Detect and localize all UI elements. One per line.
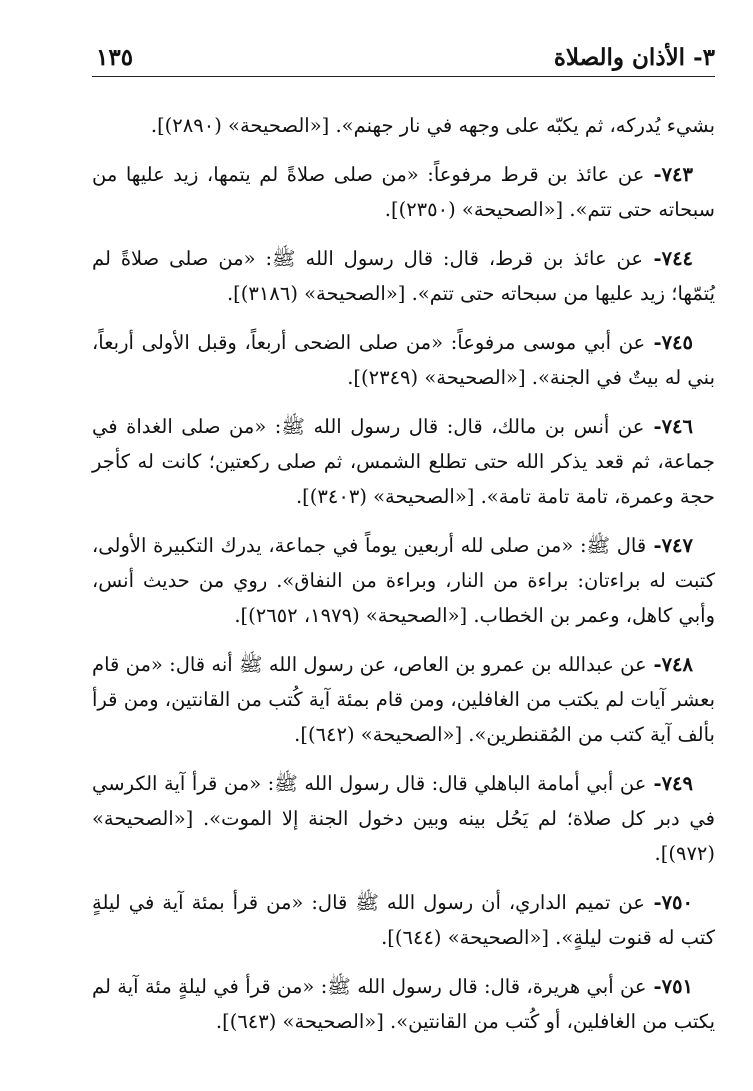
chapter-title: ٣- الأذان والصلاة xyxy=(553,44,715,71)
entry-text: عن أنس بن مالك، قال: قال رسول الله ﷺ: «من صلى الغداة في جماعة، ثم قعد يذكر الله حتى تطلع الشمس، ثم صلى ركعتين؛ كانت له كأجر حجة وعمرة، تامة تامة تامة». [«الصحيحة» (٣٤٠٣)]. xyxy=(92,415,715,508)
entry-text: عن أبي أمامة الباهلي قال: قال رسول الله ﷺ: «من قرأ آية الكرسي في دبر كل صلاة؛ لم يَحُل بينه وبين دخول الجنة إلا الموت». [«الصحيحة» (٩٧٢)]. xyxy=(92,772,715,865)
entry-text: عن أبي هريرة، قال: قال رسول الله ﷺ: «من قرأ في ليلةٍ مئة آية لم يكتب من الغافلين، أو كُتب من القانتين». [«الصحيحة» (٦٤٣)]. xyxy=(92,975,715,1033)
entry-text: قال ﷺ: «من صلى لله أربعين يوماً في جماعة، يدرك التكبيرة الأولى، كتبت له براءتان: براءة من النار، وبراءة من النفاق». روي من حديث أنس، وأبي كاهل، وعمر بن الخطاب. [«الصحيحة» (١٩٧٩، ٢٦٥٢)]. xyxy=(92,534,715,627)
hadith-750 xyxy=(92,885,715,955)
entry-text: عن عائذ بن قرط، قال: قال رسول الله ﷺ: «من صلى صلاةً لم يُتمّها؛ زيد عليها من سبحاته حتى تتم». [«الصحيحة» (٣١٨٦)]. xyxy=(92,247,715,305)
entry-text: عن عبدالله بن عمرو بن العاص، عن رسول الله ﷺ أنه قال: «من قام بعشر آيات لم يكتب من الغافلين، ومن قام بمئة آية كُتب من القانتين، ومن قرأ بألف آية كتب من المُقنطرين». [«الصحيحة» (٦٤٢)]. xyxy=(92,653,715,746)
hadith-744 xyxy=(92,241,715,311)
hadith-746 xyxy=(92,409,715,514)
hadith-number: ٧٤٧- xyxy=(646,534,693,557)
hadith-749 xyxy=(92,766,715,871)
hadith-745 xyxy=(92,325,715,395)
entry-text: عن عائذ بن قرط مرفوعاً: «من صلى صلاةً لم يتمها، زيد عليها من سبحاته حتى تتم». [«الصحيحة» (٢٣٥٠)]. xyxy=(92,163,715,221)
hadith-number: ٧٤٩- xyxy=(646,772,693,795)
page-number: ١٣٥ xyxy=(96,44,134,71)
hadith-number: ٧٤٦- xyxy=(644,415,693,438)
entry-text: بشيء يُدركه، ثم يكبّه على وجهه في نار جهنم». [«الصحيحة» (٢٨٩٠)]. xyxy=(150,114,715,137)
hadith-continuation xyxy=(92,108,715,143)
hadith-number: ٧٤٨- xyxy=(646,653,693,676)
hadith-number: ٧٤٥- xyxy=(645,331,693,354)
hadith-748 xyxy=(92,647,715,752)
hadith-number: ٧٥١- xyxy=(646,975,694,998)
entry-text: عن أبي موسى مرفوعاً: «من صلى الضحى أربعاً، وقبل الأولى أربعاً، بني له بيتٌ في الجنة». [«الصحيحة» (٢٣٤٩)]. xyxy=(92,331,715,389)
hadith-number: ٧٥٠- xyxy=(644,891,693,914)
page-header xyxy=(92,36,715,77)
hadith-number: ٧٤٤- xyxy=(642,247,694,270)
hadith-751 xyxy=(92,969,715,1039)
page-body xyxy=(92,108,715,1053)
hadith-number: ٧٤٣- xyxy=(644,163,693,186)
entry-text: عن تميم الداري، أن رسول الله ﷺ قال: «من قرأ بمئة آية في ليلةٍ كتب له قنوت ليلةٍ». [«الصحيحة» (٦٤٤)]. xyxy=(92,891,715,949)
hadith-743 xyxy=(92,157,715,227)
hadith-747 xyxy=(92,528,715,633)
